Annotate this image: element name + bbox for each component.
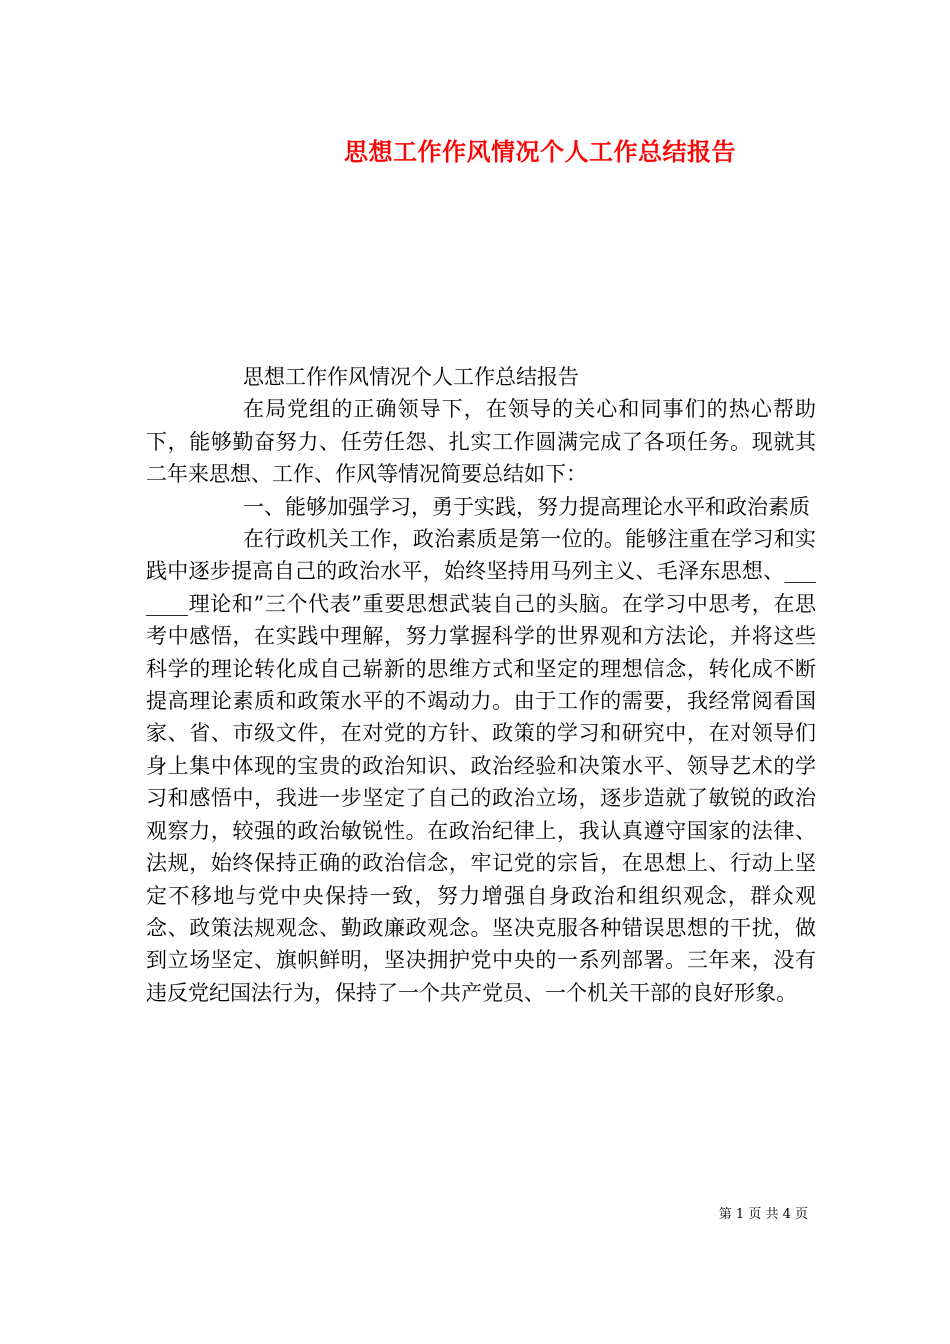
paragraph-section-heading: 一、能够加强学习，勇于实践，努力提高理论水平和政治素质 xyxy=(243,494,810,519)
document-body xyxy=(146,361,816,1009)
paragraph-subtitle: 思想工作作风情况个人工作总结报告 xyxy=(243,365,579,389)
paragraph-section-body: 在行政机关工作，政治素质是第一位的。能够注重在学习和实践中逐步提高自己的政治水平，始终坚持用马列主义、毛泽东思想、_______理论和”三个代表”重要思想武装自己的头脑。在学习中思考，在思考中感悟，在实践中理解，努力掌握科学的世界观和方法论，并将这些科学的理论转化成自己崭新的思维方式和坚定的理想信念，转化成不断提高理论素质和政策水平的不竭动力。由于工作的需要，我经常阅看国家、省、市级文件，在对党的方针、政策的学习和研究中，在对领导们身上集中体现的宝贵的政治知识、政治经验和决策水平、领导艺术的学习和感悟中，我进一步坚定了自己的政治立场，逐步造就了敏锐的政治观察力，较强的政治敏锐性。在政治纪律上，我认真遵守国家的法律、法规，始终保持正确的政治信念，牢记党的宗旨，在思想上、行动上坚定不移地与党中央保持一致，努力增强自身政治和组织观念，群众观念、政策法规观念、勤政廉政观念。坚决克服各种错误思想的干扰，做到立场坚定、旗帜鲜明，坚决拥护党中央的一系列部署。三年来，没有违反党纪国法行为，保持了一个共产党员、一个机关干部的良好形象。 xyxy=(146,527,816,1005)
page-number: 第 1 页 共 4 页 xyxy=(718,1207,808,1222)
paragraph-intro: 在局党组的正确领导下，在领导的关心和同事们的热心帮助下，能够勤奋努力、任劳任怨、扎实工作圆满完成了各项任务。现就其二年来思想、工作、作风等情况简要总结如下： xyxy=(146,397,816,487)
page-title: 思想工作作风情况个人工作总结报告 xyxy=(344,137,736,166)
